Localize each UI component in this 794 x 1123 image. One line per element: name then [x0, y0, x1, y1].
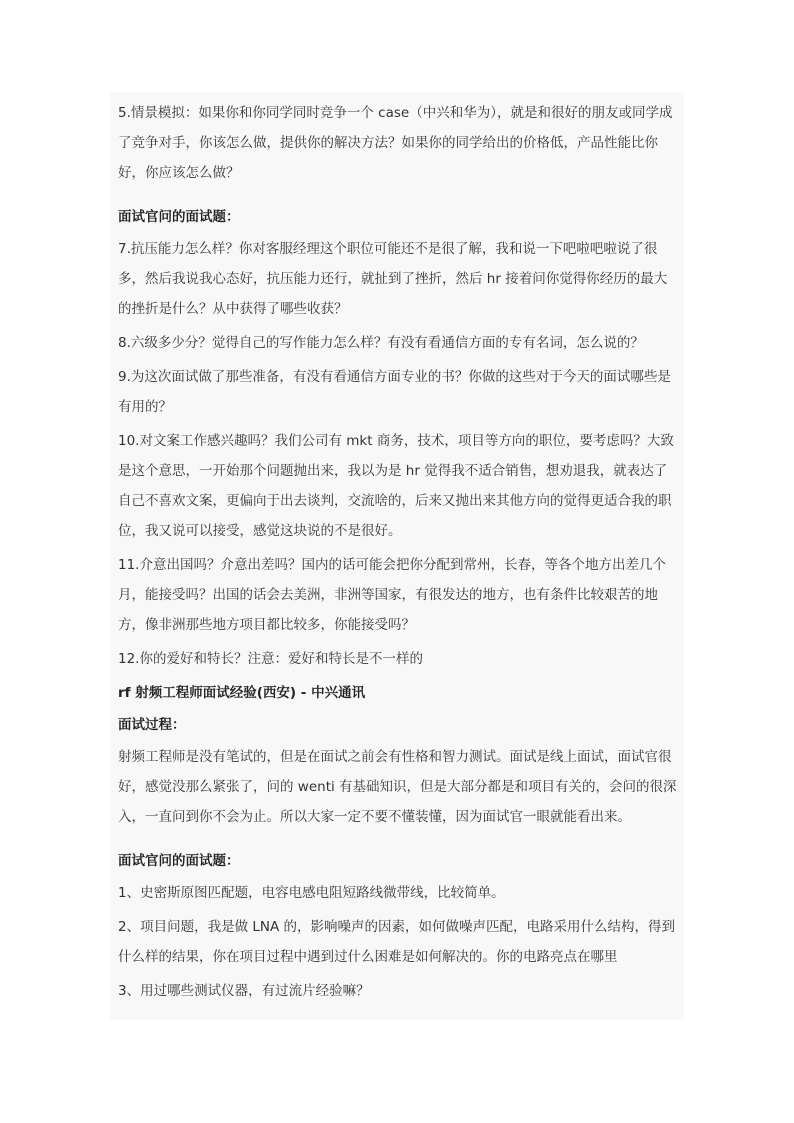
paragraph-item-3: 3、用过哪些测试仪器，有过流片经验嘛？ [118, 983, 370, 999]
paragraph-q11: 11.介意出国吗？介意出差吗？国内的话可能会把你分配到常州，长春，等各个地方出差几个月，能接受吗？出国的话会去美洲，非洲等国家，有很发达的地方，也有条件比较艰苦的地方，像非洲那些地方项目都比较多，你能接受吗？ [118, 557, 666, 633]
paragraph-q9: 9.为这次面试做了那些准备，有没有看通信方面专业的书？你做的这些对于今天的面试哪些是有用的？ [118, 369, 671, 415]
paragraph-q12: 12.你的爱好和特长？注意：爱好和特长是不一样的 [118, 651, 423, 667]
paragraph-q10: 10.对文案工作感兴趣吗？我们公司有 mkt 商务，技术，项目等方向的职位，要考虑吗？大致是这个意思，一开始那个问题抛出来，我以为是 hr 觉得我不适合销售，想劝退我，就表达了自己不喜欢文案，更偏向于出去谈判，交流啥的，后来又抛出来其他方向的觉得更适合我的职位，我又说可以接受，感觉这块说的不是很好。 [118, 433, 674, 539]
paragraph-item-2: 2、项目问题，我是做 LNA 的，影响噪声的因素，如何做噪声匹配，电路采用什么结构，得到什么样的结果，你在项目过程中遇到过什么困难是如何解决的。你的电路亮点在哪里 [118, 919, 676, 965]
paragraph-item-1: 1、史密斯原图匹配题，电容电感电阻短路线微带线，比较简单。 [118, 885, 505, 901]
paragraph-q8: 8.六级多少分？觉得自己的写作能力怎么样？有没有看通信方面的专有名词，怎么说的？ [118, 335, 644, 351]
section-heading-interview-process: 面试过程： [118, 717, 186, 733]
document-body [110, 92, 684, 1020]
spacer [118, 836, 680, 846]
paragraph-q7: 7.抗压能力怎么样？你对客服经理这个职位可能还不是很了解，我和说一下吧啦吧啦说了很多，然后我说我心态好，抗压能力还行，就扯到了挫折，然后 hr 接着问你觉得你经历的最大的挫折是什么？从中获得了哪些收获？ [118, 241, 668, 317]
paragraph-process: 射频工程师是没有笔试的，但是在面试之前会有性格和智力测试。面试是线上面试，面试官很好，感觉没那么紧张了，问的 wenti 有基础知识，但是大部分都是和项目有关的，会问的很深入，一直问到你不会为止。所以大家一定不要不懂装懂，因为面试官一眼就能看出来。 [118, 749, 677, 825]
spacer [118, 192, 680, 202]
section-heading-interview-questions-2: 面试官问的面试题： [118, 853, 240, 869]
section-title-rf-engineer: rf 射频工程师面试经验(西安) - 中兴通讯 [118, 685, 366, 701]
paragraph-q5: 5.情景模拟：如果你和你同学同时竞争一个 case（中兴和华为），就是和很好的朋友或同学成了竞争对手，你该怎么做，提供你的解决方法？如果你的同学给出的价格低，产品性能比你好，你应该怎么做？ [118, 105, 673, 181]
section-heading-interview-questions: 面试官问的面试题： [118, 209, 240, 225]
